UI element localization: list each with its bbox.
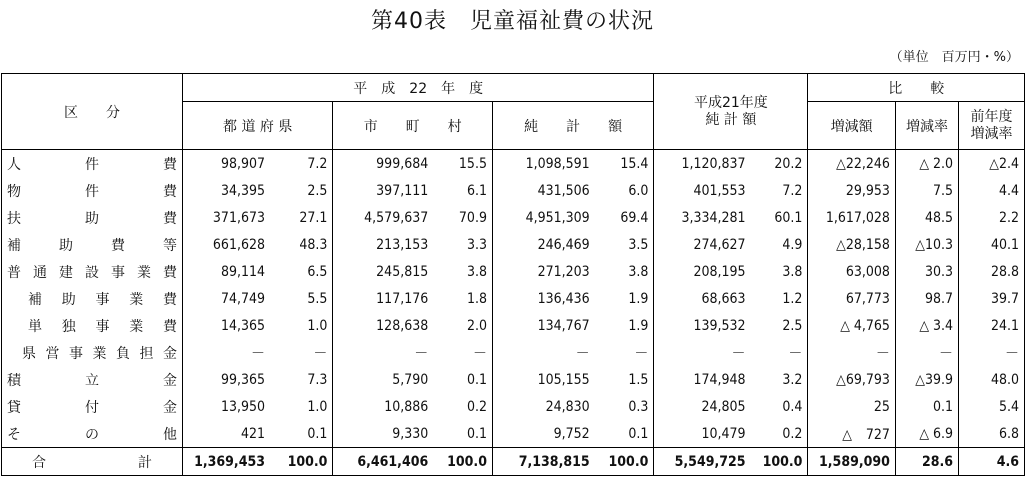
table-row xyxy=(2,393,1025,420)
cell-muni-pct: 1.8 xyxy=(433,285,492,312)
cell-net-pct: 1.9 xyxy=(595,312,654,339)
cell-fy21-pct: 4.9 xyxy=(751,231,808,258)
cell-net-pct: 3.5 xyxy=(595,231,654,258)
cell-fy21: 401,553 xyxy=(693,182,746,199)
cell-muni: 999,684 xyxy=(376,155,429,172)
cell-fy21-pct: 100.0 xyxy=(751,448,808,476)
cell-net: 24,830 xyxy=(545,398,590,415)
row-label: 補助費等 xyxy=(2,231,183,258)
cell-muni: 6,461,406 xyxy=(333,448,433,476)
cell-chg: △ 727 xyxy=(808,420,896,448)
table-row xyxy=(2,258,1025,285)
cell-net: 9,752 xyxy=(553,425,590,442)
cell-muni-pct: 6.1 xyxy=(433,177,492,204)
table-row xyxy=(2,177,1025,204)
cell-net: 4,951,309 xyxy=(525,209,590,226)
cell-fy21: 174,948 xyxy=(693,371,746,388)
cell-pref: 74,749 xyxy=(220,290,265,307)
cell-pref-pct: 2.5 xyxy=(270,177,333,204)
cell-muni-pct: 2.0 xyxy=(433,312,492,339)
cell-pref: － xyxy=(251,345,265,362)
cell-net-pct: 1.9 xyxy=(595,285,654,312)
cell-muni: 5,790 xyxy=(392,371,429,388)
header-prev-rate-line1: 前年度 xyxy=(970,108,1013,125)
row-label: 普通建設事業費 xyxy=(2,258,183,285)
cell-prev-rate: 4.6 xyxy=(959,448,1025,476)
cell-prev-rate: 24.1 xyxy=(959,312,1025,339)
cell-chg: 63,008 xyxy=(808,258,896,285)
cell-net-pct: － xyxy=(595,339,654,366)
cell-pref: 98,907 xyxy=(220,155,265,172)
cell-pref-pct: － xyxy=(270,339,333,366)
cell-net: 7,138,815 xyxy=(492,448,594,476)
cell-net-pct: 6.0 xyxy=(595,177,654,204)
cell-prev-rate: 2.2 xyxy=(959,204,1025,231)
cell-fy21: 1,120,837 xyxy=(681,155,746,172)
header-fy21-line2: 純 計 額 xyxy=(705,111,757,128)
header-compare: 比 較 xyxy=(808,74,1025,102)
cell-fy21: 5,549,725 xyxy=(654,448,751,476)
cell-chg: － xyxy=(808,339,896,366)
cell-pref: 661,628 xyxy=(212,236,265,253)
unit-note: （単位 百万円・%） xyxy=(889,50,1019,65)
cell-net-pct: 3.8 xyxy=(595,258,654,285)
cell-muni-pct: 0.1 xyxy=(433,420,492,448)
cell-net-pct: 69.4 xyxy=(595,204,654,231)
cell-fy21: 139,532 xyxy=(693,317,746,334)
cell-chg-rate: 7.5 xyxy=(895,177,958,204)
cell-muni-pct: 100.0 xyxy=(433,448,492,476)
header-municipalities: 市 町 村 xyxy=(333,102,493,150)
cell-muni-pct: 3.3 xyxy=(433,231,492,258)
cell-net: 134,767 xyxy=(537,317,590,334)
row-label: 県営事業負担金 xyxy=(2,339,183,366)
header-net-total: 純 計 額 xyxy=(492,102,653,150)
table-row xyxy=(2,312,1025,339)
cell-fy21-pct: 3.8 xyxy=(751,258,808,285)
cell-muni-pct: 0.1 xyxy=(433,366,492,393)
cell-pref: 13,950 xyxy=(220,398,265,415)
cell-chg-rate: △ 6.9 xyxy=(895,420,958,448)
cell-fy21-pct: 7.2 xyxy=(751,177,808,204)
cell-pref-pct: 7.2 xyxy=(270,150,333,178)
cell-muni-pct: 70.9 xyxy=(433,204,492,231)
cell-net-pct: 0.1 xyxy=(595,420,654,448)
cell-fy21-pct: 60.1 xyxy=(751,204,808,231)
cell-fy21-pct: 0.4 xyxy=(751,393,808,420)
cell-chg-rate: △ 3.4 xyxy=(895,312,958,339)
cell-net-pct: 1.5 xyxy=(595,366,654,393)
cell-net-pct: 15.4 xyxy=(595,150,654,178)
cell-net: 105,155 xyxy=(537,371,590,388)
cell-net-pct: 100.0 xyxy=(595,448,654,476)
table-total-row xyxy=(2,448,1025,476)
header-prev-rate xyxy=(959,102,1025,150)
row-label: 貸付金 xyxy=(2,393,183,420)
cell-muni: 245,815 xyxy=(376,263,429,280)
table-row xyxy=(2,285,1025,312)
cell-fy21: 208,195 xyxy=(693,263,746,280)
cell-net: 431,506 xyxy=(537,182,590,199)
cell-fy21: 68,663 xyxy=(701,290,746,307)
cell-chg-rate: 98.7 xyxy=(895,285,958,312)
cell-pref-pct: 5.5 xyxy=(270,285,333,312)
row-label: 補助事業費 xyxy=(2,285,183,312)
cell-net: 246,469 xyxy=(537,236,590,253)
cell-chg: 25 xyxy=(808,393,896,420)
cell-fy21-pct: 0.2 xyxy=(751,420,808,448)
cell-fy21: 10,479 xyxy=(701,425,746,442)
cell-pref: 371,673 xyxy=(212,209,265,226)
cell-net: 136,436 xyxy=(537,290,590,307)
table-row xyxy=(2,420,1025,448)
cell-chg: △28,158 xyxy=(808,231,896,258)
cell-chg-rate: 30.3 xyxy=(895,258,958,285)
cell-prev-rate: 6.8 xyxy=(959,420,1025,448)
cell-chg-rate: 48.5 xyxy=(895,204,958,231)
cell-fy21-pct: 20.2 xyxy=(751,150,808,178)
header-fy22: 平 成 22 年 度 xyxy=(183,74,654,102)
cell-fy21: 274,627 xyxy=(693,236,746,253)
header-change-amount: 増減額 xyxy=(808,102,896,150)
page-title: 第40表 児童福祉費の状況 xyxy=(371,9,654,34)
cell-chg: 67,773 xyxy=(808,285,896,312)
cell-pref: 34,395 xyxy=(220,182,265,199)
header-category: 区 分 xyxy=(2,74,183,150)
cell-chg: △22,246 xyxy=(808,150,896,178)
cell-pref-pct: 7.3 xyxy=(270,366,333,393)
cell-pref: 14,365 xyxy=(220,317,265,334)
cell-muni: 10,886 xyxy=(384,398,429,415)
cell-chg: 29,953 xyxy=(808,177,896,204)
cell-chg-rate: △39.9 xyxy=(895,366,958,393)
cell-chg-rate: － xyxy=(895,339,958,366)
cell-prev-rate: 39.7 xyxy=(959,285,1025,312)
cell-prev-rate: 28.8 xyxy=(959,258,1025,285)
cell-fy21-pct: － xyxy=(751,339,808,366)
cell-fy21: 24,805 xyxy=(701,398,746,415)
row-label: 扶助費 xyxy=(2,204,183,231)
cell-muni: 213,153 xyxy=(376,236,429,253)
cell-muni: 397,111 xyxy=(376,182,429,199)
cell-chg-rate: △ 2.0 xyxy=(895,150,958,178)
cell-muni-pct: － xyxy=(433,339,492,366)
header-prefectures: 都 道 府 県 xyxy=(183,102,333,150)
cell-chg: △69,793 xyxy=(808,366,896,393)
cell-muni: 128,638 xyxy=(376,317,429,334)
cell-muni-pct: 0.2 xyxy=(433,393,492,420)
table-body xyxy=(2,150,1025,476)
row-label: 物件費 xyxy=(2,177,183,204)
header-change-rate: 増減率 xyxy=(895,102,958,150)
header-fy21-line1: 平成21年度 xyxy=(693,94,768,111)
cell-prev-rate: 5.4 xyxy=(959,393,1025,420)
cell-chg-rate: 28.6 xyxy=(895,448,958,476)
cell-pref: 1,369,453 xyxy=(183,448,270,476)
cell-prev-rate: 48.0 xyxy=(959,366,1025,393)
cell-muni-pct: 3.8 xyxy=(433,258,492,285)
cell-net: 1,098,591 xyxy=(525,155,590,172)
cell-net: 271,203 xyxy=(537,263,590,280)
cell-fy21-pct: 2.5 xyxy=(751,312,808,339)
cell-chg-rate: △10.3 xyxy=(895,231,958,258)
cell-pref-pct: 1.0 xyxy=(270,312,333,339)
cell-chg: 1,589,090 xyxy=(808,448,896,476)
header-prev-rate-line2: 増減率 xyxy=(970,125,1013,142)
cell-fy21: － xyxy=(731,345,746,362)
cell-chg-rate: 0.1 xyxy=(895,393,958,420)
cell-net-pct: 0.3 xyxy=(595,393,654,420)
row-label: 人件費 xyxy=(2,150,183,178)
cell-prev-rate: 4.4 xyxy=(959,177,1025,204)
cell-muni: 9,330 xyxy=(392,425,429,442)
cell-fy21-pct: 1.2 xyxy=(751,285,808,312)
cell-pref: 99,365 xyxy=(220,371,265,388)
cell-prev-rate: 40.1 xyxy=(959,231,1025,258)
cell-pref-pct: 6.5 xyxy=(270,258,333,285)
table-row xyxy=(2,366,1025,393)
cell-prev-rate: － xyxy=(959,339,1025,366)
row-label: その他 xyxy=(2,420,183,448)
welfare-table xyxy=(1,73,1025,476)
cell-pref-pct: 1.0 xyxy=(270,393,333,420)
cell-muni: － xyxy=(414,345,429,362)
cell-prev-rate: △2.4 xyxy=(959,150,1025,178)
table-row xyxy=(2,150,1025,178)
cell-muni: 4,579,637 xyxy=(364,209,429,226)
cell-fy21: 3,334,281 xyxy=(681,209,746,226)
cell-muni: 117,176 xyxy=(376,290,429,307)
cell-net: － xyxy=(575,345,590,362)
cell-chg: △ 4,765 xyxy=(808,312,896,339)
cell-pref: 421 xyxy=(240,425,265,442)
cell-muni-pct: 15.5 xyxy=(433,150,492,178)
table-row xyxy=(2,339,1025,366)
row-label: 合計 xyxy=(2,448,183,476)
row-label: 単独事業費 xyxy=(2,312,183,339)
header-fy21 xyxy=(654,74,808,150)
cell-pref-pct: 100.0 xyxy=(270,448,333,476)
table-row xyxy=(2,231,1025,258)
cell-pref-pct: 48.3 xyxy=(270,231,333,258)
cell-fy21-pct: 3.2 xyxy=(751,366,808,393)
cell-pref-pct: 27.1 xyxy=(270,204,333,231)
cell-pref-pct: 0.1 xyxy=(270,420,333,448)
row-label: 積立金 xyxy=(2,366,183,393)
cell-chg: 1,617,028 xyxy=(808,204,896,231)
cell-pref: 89,114 xyxy=(220,263,265,280)
table-row xyxy=(2,204,1025,231)
